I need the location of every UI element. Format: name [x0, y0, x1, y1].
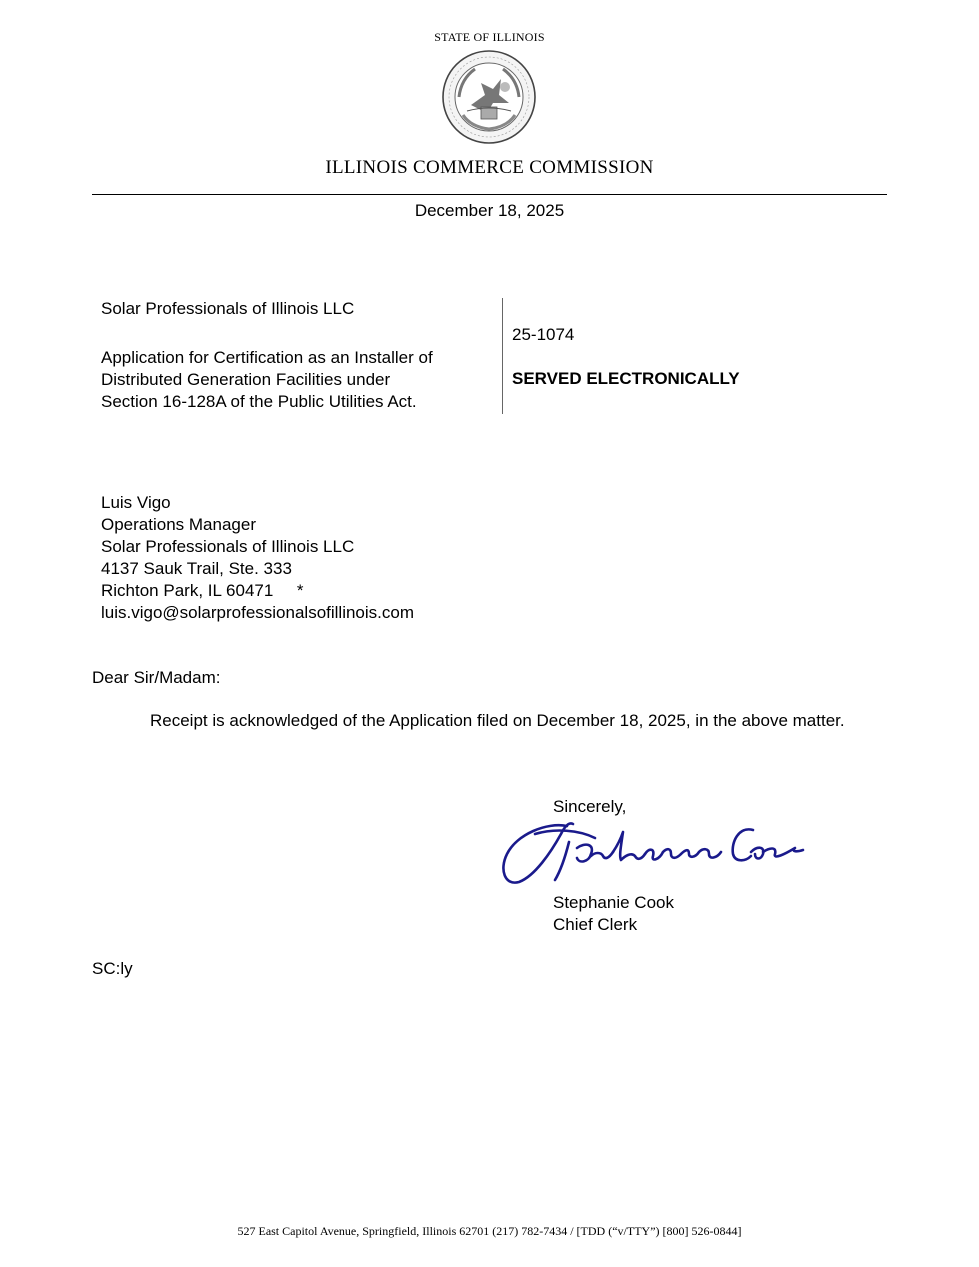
service-notice: SERVED ELECTRONICALLY — [512, 369, 740, 388]
header-divider — [92, 194, 887, 195]
reference-initials: SC:ly — [92, 959, 133, 978]
footer-address: 527 East Capitol Avenue, Springfield, Illinois 62701 (217) 782-7434 / [TDD (“v/TTY”) [800] 526-0844] — [237, 1224, 742, 1238]
docket-number: 25-1074 — [512, 325, 575, 344]
recipient-address — [101, 492, 414, 624]
state-seal-icon — [441, 49, 537, 145]
closing: Sincerely, — [553, 797, 627, 816]
handwritten-signature-icon — [495, 812, 805, 894]
case-caption — [101, 298, 496, 413]
address-line: luis.vigo@solarprofessionalsofillinois.com — [101, 603, 414, 622]
address-line: Richton Park, IL 60471 * — [101, 581, 304, 600]
signer-name: Stephanie Cook — [553, 893, 674, 912]
signer-title: Chief Clerk — [553, 915, 638, 934]
case-description-line: Application for Certification as an Installer of — [101, 348, 433, 367]
address-line: 4137 Sauk Trail, Ste. 333 — [101, 559, 292, 578]
case-description-line: Section 16-128A of the Public Utilities Act. — [101, 392, 417, 411]
case-description-line: Distributed Generation Facilities under — [101, 370, 391, 389]
signer-block — [553, 892, 674, 936]
salutation: Dear Sir/Madam: — [92, 668, 221, 687]
address-line: Solar Professionals of Illinois LLC — [101, 537, 355, 556]
address-line: Operations Manager — [101, 515, 256, 534]
caption-divider — [502, 298, 503, 414]
party-name: Solar Professionals of Illinois LLC — [101, 299, 355, 318]
letter-date: December 18, 2025 — [414, 201, 565, 220]
state-title: STATE OF ILLINOIS — [434, 30, 545, 44]
address-line: Luis Vigo — [101, 493, 171, 512]
letter-body: Receipt is acknowledged of the Application filed on December 18, 2025, in the above matter. — [150, 711, 845, 730]
agency-name: ILLINOIS COMMERCE COMMISSION — [325, 157, 654, 178]
